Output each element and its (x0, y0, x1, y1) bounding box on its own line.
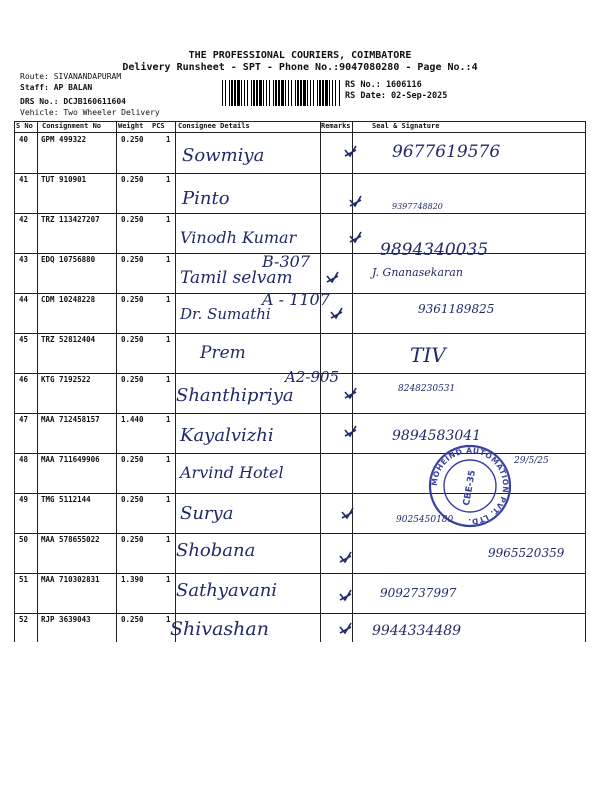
flat-number-note: B-307 (262, 252, 310, 271)
tick-mark (342, 508, 353, 518)
drs-label: DRS No.: DCJB160611604 (20, 97, 126, 106)
tick-mark (340, 552, 351, 562)
cell-sno: 52 (19, 615, 29, 624)
receiver-sign-entry: 8248230531 (398, 384, 456, 394)
route-label: Route: SIVANANDAPURAM (20, 72, 122, 81)
cell-sno: 47 (19, 415, 29, 424)
cell-pcs: 1 (166, 415, 171, 424)
cell-cons: MAA 578655022 (41, 535, 100, 544)
cell-cons: MAA 712458157 (41, 415, 100, 424)
col-header-consignee: Consignee Details (178, 122, 250, 130)
runsheet-subtitle: Delivery Runsheet - SPT - Phone No.:9047080280 - Page No.:4 (122, 62, 478, 73)
cell-cons: CDM 10248228 (41, 295, 96, 304)
col-header-sno: S No (16, 122, 33, 130)
cell-pcs: 1 (166, 535, 171, 544)
tick-mark (340, 590, 351, 600)
cell-cons: TRZ 52812404 (41, 335, 96, 344)
cell-pcs: 1 (166, 215, 171, 224)
consignee-signature: Arvind Hotel (180, 463, 284, 482)
tick-mark (345, 146, 356, 156)
receiver-sign-entry: 9894583041 (392, 428, 482, 444)
cell-sno: 42 (19, 215, 29, 224)
cell-cons: MAA 710302831 (41, 575, 100, 584)
cell-sno: 41 (19, 175, 29, 184)
consignee-signature: Shanthipriya (176, 385, 294, 406)
tick-mark (350, 196, 361, 206)
receiver-sign-entry: 29/5/25 (514, 456, 549, 466)
receiver-sign-entry: 9092737997 (380, 586, 457, 600)
consignee-signature: Surya (180, 503, 234, 524)
cell-weight: 0.250 (121, 175, 144, 184)
tick-mark (345, 388, 356, 398)
cell-cons: TRZ 113427207 (41, 215, 100, 224)
stamp-ring-text: MOHEIND AUTOMATION PVT. LTD. (429, 445, 511, 527)
cell-pcs: 1 (166, 375, 171, 384)
vehicle-label: Vehicle: Two Wheeler Delivery (20, 108, 160, 117)
tick-mark (331, 308, 342, 318)
consignee-signature: Shobana (176, 540, 256, 561)
consignee-signature: Vinodh Kumar (180, 228, 297, 247)
consignee-signature: Shivashan (170, 618, 269, 640)
cell-sno: 49 (19, 495, 29, 504)
flat-number-note: A2-905 (285, 368, 340, 386)
receiver-sign-entry: 9397748820 (392, 202, 443, 211)
col-header-seal: Seal & Signature (372, 122, 440, 130)
company-title: THE PROFESSIONAL COURIERS, COIMBATORE (188, 50, 412, 61)
consignee-signature: Sathyavani (176, 580, 278, 601)
receiver-sign-entry: 9677619576 (392, 142, 501, 162)
cell-cons: EDQ 10756880 (41, 255, 96, 264)
tick-mark (350, 232, 361, 242)
rs-number: RS No.: 1606116 (345, 80, 422, 90)
cell-cons: GPM 499322 (41, 135, 87, 144)
cell-sno: 40 (19, 135, 29, 144)
cell-cons: RJP 3639043 (41, 615, 91, 624)
cell-pcs: 1 (166, 615, 171, 624)
receiver-sign-entry: 9025450180 (396, 515, 454, 525)
cell-cons: MAA 711649906 (41, 455, 100, 464)
tick-mark (327, 272, 338, 282)
cell-pcs: 1 (166, 175, 171, 184)
cell-weight: 1.390 (121, 575, 144, 584)
tick-mark (345, 426, 356, 436)
consignee-signature: Tamil selvam (180, 268, 293, 288)
receiver-sign-entry: 9965520359 (488, 546, 565, 560)
cell-cons: TUT 910901 (41, 175, 87, 184)
cell-weight: 0.250 (121, 295, 144, 304)
consignee-signature: Prem (200, 343, 246, 363)
cell-pcs: 1 (166, 335, 171, 344)
cell-pcs: 1 (166, 455, 171, 464)
consignee-signature: Sowmiya (182, 145, 265, 166)
receiver-sign-entry: 9944334489 (372, 623, 462, 639)
receiver-sign-entry: TIV (410, 343, 446, 367)
tick-mark (340, 623, 351, 633)
cell-weight: 0.250 (121, 215, 144, 224)
cell-cons: TMG 5112144 (41, 495, 91, 504)
cell-sno: 43 (19, 255, 29, 264)
consignee-signature: Kayalvizhi (180, 425, 274, 446)
cell-weight: 0.250 (121, 375, 144, 384)
receiver-sign-entry: 9361189825 (418, 302, 495, 316)
cell-weight: 1.440 (121, 415, 144, 424)
stamp-center-text: CBE-35 (461, 469, 479, 507)
col-header-pcs: PCS (152, 122, 165, 130)
consignee-signature: Dr. Sumathi (180, 305, 271, 323)
cell-sno: 44 (19, 295, 29, 304)
cell-sno: 46 (19, 375, 29, 384)
consignee-signature: Pinto (182, 188, 230, 209)
cell-weight: 0.250 (121, 255, 144, 264)
cell-sno: 51 (19, 575, 29, 584)
cell-sno: 48 (19, 455, 29, 464)
cell-weight: 0.250 (121, 535, 144, 544)
cell-weight: 0.250 (121, 135, 144, 144)
cell-sno: 50 (19, 535, 29, 544)
cell-cons: KTG 7192522 (41, 375, 91, 384)
cell-pcs: 1 (166, 495, 171, 504)
flat-number-note: A - 1107 (262, 290, 330, 309)
cell-sno: 45 (19, 335, 29, 344)
cell-pcs: 1 (166, 255, 171, 264)
receiver-sign-entry: 9894340035 (380, 240, 489, 260)
cell-pcs: 1 (166, 295, 171, 304)
staff-label: Staff: AP BALAN (20, 83, 93, 92)
col-header-weight: Weight (118, 122, 144, 130)
cell-weight: 0.250 (121, 615, 144, 624)
col-header-remarks: Remarks (321, 122, 351, 130)
col-header-consignment: Consignment No (42, 122, 102, 130)
company-seal-stamp (427, 443, 513, 529)
cell-pcs: 1 (166, 575, 171, 584)
receiver-sign-entry: J. Gnanasekaran (372, 266, 463, 279)
cell-weight: 0.250 (121, 455, 144, 464)
cell-weight: 0.250 (121, 335, 144, 344)
rs-date: RS Date: 02-Sep-2025 (345, 91, 448, 101)
cell-pcs: 1 (166, 135, 171, 144)
cell-weight: 0.250 (121, 495, 144, 504)
